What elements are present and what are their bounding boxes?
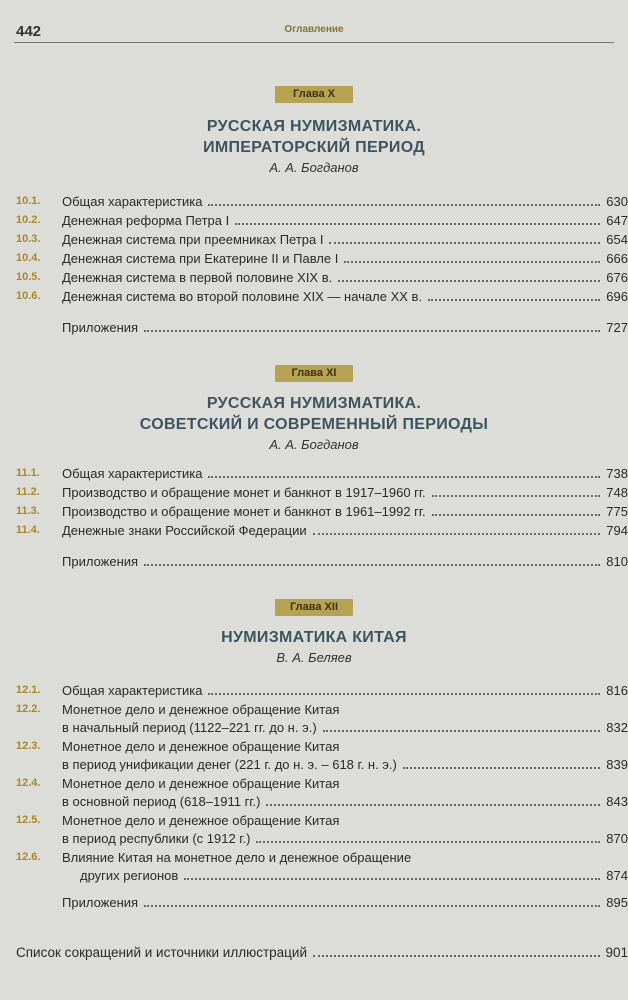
toc-entry[interactable] [0,193,628,212]
section-number: 11.4. [16,524,40,536]
section-title-continued: в основной период (618–1911 гг.) [62,793,261,809]
section-title: Общая характеристика [62,466,203,481]
page-ref: 816 [606,683,628,698]
leader-dots [432,514,600,516]
section-number: 10.5. [16,271,41,283]
section-number: 12.3. [16,740,41,752]
toc-entry[interactable] [0,212,628,231]
leader-dots [313,955,600,957]
chapter-x-heading [0,86,628,175]
section-title: Денежная система в первой половине XIX в. [62,270,333,285]
section-title-continued: других регионов [80,867,179,883]
leader-dots [184,878,600,880]
page-ref: 630 [606,194,628,209]
page-ref: 775 [606,504,628,519]
toc-entry-appendix[interactable] [0,319,628,338]
chapter-x-items [0,193,628,338]
toc-entry[interactable] [0,738,628,775]
chapter-author: А. А. Богданов [269,437,359,452]
page-ref: 843 [606,793,628,809]
section-number: 11.3. [16,505,40,517]
chapter-xii-heading [0,599,628,665]
chapter-badge: Глава XII [275,599,353,616]
leader-dots [344,261,600,263]
section-number: 12.1. [16,684,41,696]
chapter-xi-items [0,465,628,572]
page-ref: 832 [606,719,628,735]
leader-dots [144,330,600,332]
chapter-title [0,393,628,435]
section-title: Денежная система при Екатерине II и Павле I [62,251,339,266]
section-title: Монетное дело и денежное обращение Китая [62,813,340,828]
leader-dots [266,804,600,806]
chapter-xii-items [0,682,628,913]
page-ref: 666 [606,251,628,266]
section-number: 10.4. [16,252,41,264]
page-ref: 676 [606,270,628,285]
page-ref: 895 [606,895,628,910]
toc-entry-final[interactable] [16,944,628,964]
chapter-title-line: НУМИЗМАТИКА КИТАЯ [221,629,407,646]
toc-entry[interactable] [0,484,628,503]
toc-entry[interactable] [0,288,628,307]
chapter-title-line: ИМПЕРАТОРСКИЙ ПЕРИОД [203,139,425,156]
leader-dots [329,242,600,244]
section-title: Монетное дело и денежное обращение Китая [62,776,340,791]
header-rule [14,42,614,43]
appendix-title: Приложения [62,320,139,335]
chapter-badge: Глава XI [275,365,353,382]
section-title: Общая характеристика [62,683,203,698]
toc-entry[interactable] [0,269,628,288]
leader-dots [235,223,600,225]
section-number: 12.2. [16,703,41,715]
final-entry-title: Список сокращений и источники иллюстраций [16,945,307,960]
section-title: Монетное дело и денежное обращение Китая [62,702,340,717]
section-number: 10.1. [16,195,41,207]
section-number: 11.2. [16,486,40,498]
toc-entry[interactable] [0,849,628,886]
toc-entry[interactable] [0,701,628,738]
toc-entry[interactable] [0,231,628,250]
page-ref: 748 [606,485,628,500]
chapter-author: В. А. Беляев [276,650,352,665]
section-title: Денежная система при преемниках Петра I [62,232,324,247]
chapter-title-line: РУССКАЯ НУМИЗМАТИКА. [206,118,422,135]
section-title-continued: в период республики (с 1912 г.) [62,830,251,846]
page-ref: 794 [606,523,628,538]
chapter-title [0,627,628,648]
page-ref: 810 [606,554,628,569]
section-title: Общая характеристика [62,194,203,209]
page-ref: 901 [605,945,628,960]
section-number: 11.1. [16,467,40,479]
section-title: Денежные знаки Российской Федерации [62,523,307,538]
toc-entry[interactable] [0,682,628,701]
toc-entry[interactable] [0,503,628,522]
leader-dots [208,204,600,206]
section-number: 10.3. [16,233,41,245]
chapter-title [0,116,628,158]
leader-dots [208,693,600,695]
leader-dots [208,476,600,478]
page-ref: 647 [606,213,628,228]
toc-entry[interactable] [0,250,628,269]
toc-entry[interactable] [0,465,628,484]
section-title: Влияние Китая на монетное дело и денежное обращение [62,850,412,865]
page-ref: 727 [606,320,628,335]
leader-dots [323,730,600,732]
section-title-continued: в начальный период (1122–221 гг. до н. э.) [62,719,317,735]
running-head: Оглавление [284,24,344,35]
section-number: 12.6. [16,851,41,863]
toc-entry-appendix[interactable] [0,553,628,572]
section-number: 12.4. [16,777,41,789]
page-ref: 874 [606,867,628,883]
toc-entry[interactable] [0,812,628,849]
chapter-title-line: СОВЕТСКИЙ И СОВРЕМЕННЫЙ ПЕРИОДЫ [139,416,489,433]
leader-dots [256,841,600,843]
leader-dots [403,767,600,769]
leader-dots [338,280,600,282]
page-ref: 696 [606,289,628,304]
section-title: Производство и обращение монет и банкнот в 1961–1992 гг. [62,504,426,519]
section-number: 12.5. [16,814,41,826]
chapter-author: А. А. Богданов [269,160,359,175]
leader-dots [428,299,600,301]
leader-dots [144,905,600,907]
section-title-continued: в период унификации денег (221 г. до н. э. – 618 г. н. э.) [62,756,397,772]
appendix-title: Приложения [62,554,139,569]
chapter-badge: Глава X [275,86,353,103]
page-number: 442 [16,23,42,40]
chapter-xi-heading [0,365,628,452]
toc-entry[interactable] [0,775,628,812]
page-ref: 870 [606,830,628,846]
page-ref: 738 [606,466,628,481]
page-ref: 654 [606,232,628,247]
section-title: Производство и обращение монет и банкнот в 1917–1960 гг. [62,485,426,500]
toc-entry[interactable] [0,522,628,541]
chapter-title-line: РУССКАЯ НУМИЗМАТИКА. [206,395,422,412]
page-ref: 839 [606,756,628,772]
appendix-title: Приложения [62,895,139,910]
leader-dots [144,564,600,566]
section-number: 10.2. [16,214,41,226]
section-title: Денежная реформа Петра I [62,213,230,228]
section-title: Денежная система во второй половине XIX — начале XX в. [62,289,423,304]
section-title: Монетное дело и денежное обращение Китая [62,739,340,754]
section-number: 10.6. [16,290,41,302]
page-header [0,23,628,47]
leader-dots [313,533,600,535]
toc-entry-appendix[interactable] [0,894,628,913]
leader-dots [432,495,600,497]
